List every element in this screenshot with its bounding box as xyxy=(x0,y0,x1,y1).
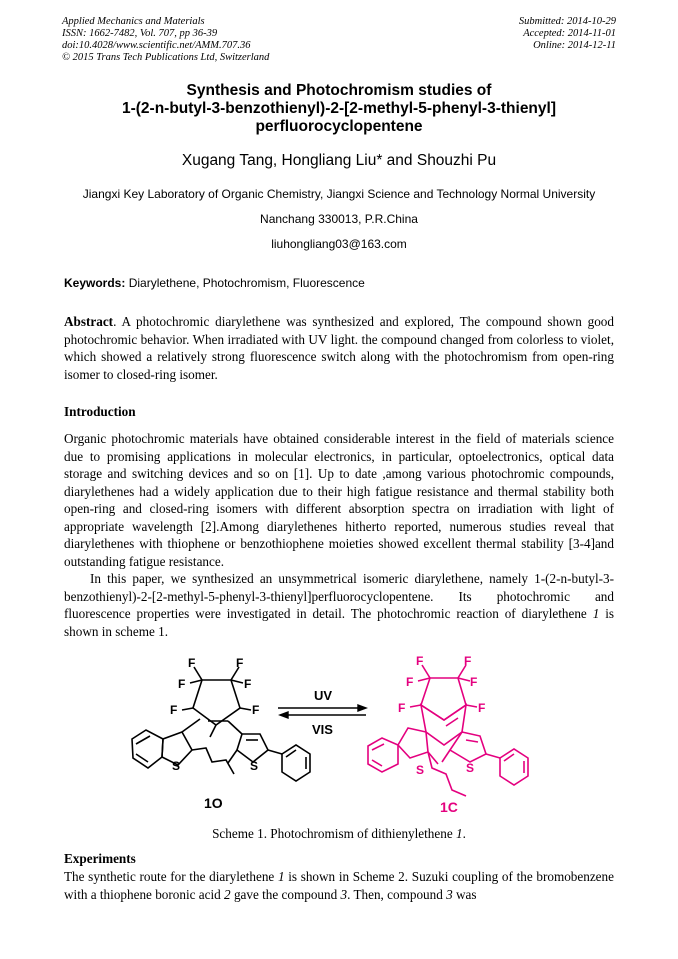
keywords xyxy=(64,276,365,290)
open-ring-atom-labels xyxy=(170,656,259,773)
title-line-2: 1-(2-n-butyl-3-benzothienyl)-2-[2-methyl-5-phenyl-3-thienyl] xyxy=(121,100,556,117)
caption-end: . xyxy=(462,826,466,841)
journal-issn: ISSN: 1662-7482, Vol. 707, pp 36-39 xyxy=(62,28,218,39)
scheme-1-caption xyxy=(0,826,678,842)
abstract-text: . A photochromic diarylethene was synthesized and explored, The compound shown good photochromic behavior. When irradiated with UV light. the compound changed from colorless to violet, which showed a relatively strong fluorescence switch along with the photochromism from open-ring isomer to closed-ring isomer. xyxy=(64,314,614,382)
abstract xyxy=(64,313,614,383)
closed-ring-molecule xyxy=(368,665,528,796)
date-submitted: Submitted: 2014-10-29 xyxy=(518,16,616,27)
experiments-paragraph xyxy=(64,868,614,903)
date-accepted: Accepted: 2014-11-01 xyxy=(523,28,616,39)
publication-dates xyxy=(519,16,616,52)
experiments-heading: Experiments xyxy=(64,851,136,866)
fluorine-label: F xyxy=(470,675,478,689)
sulfur-label: S xyxy=(416,763,425,777)
keywords-label: Keywords: xyxy=(64,276,126,290)
authors: Xugang Tang, Hongliang Liu* and Shouzhi Pu xyxy=(181,152,497,169)
introduction-heading: Introduction xyxy=(64,404,136,419)
exp-text: is shown in Scheme 2. Suzuki coupling of the bromobenzene with a thiophene boronic acid xyxy=(64,869,614,902)
exp-text: The synthetic route for the diarylethene xyxy=(64,869,278,884)
fluorine-label: F xyxy=(406,675,414,689)
title-line-1: Synthesis and Photochromism studies of xyxy=(186,82,492,99)
journal-doi: doi:10.4028/www.scientific.net/AMM.707.36 xyxy=(62,40,251,51)
closed-ring-atom-labels xyxy=(398,654,485,777)
uv-label: UV xyxy=(314,688,333,703)
exp-compound: 3 xyxy=(446,886,453,902)
exp-text: was xyxy=(452,886,477,902)
closed-isomer-label: 1C xyxy=(440,799,458,815)
exp-compound: 1 xyxy=(277,869,285,884)
exp-text: . Then, compound xyxy=(347,886,447,902)
p2-text-a: In this paper, we synthesized an unsymmetrical isomeric diarylethene, namely 1-(2-n-butyl-3-benzothienyl)-2-[2-methyl-5-phenyl-3-thienyl]perfluorocyclopentene. Its photochromic and fluorescence properties were investigated in detail. The photochromic reaction of diarylethene xyxy=(64,571,614,621)
caption-compound: 1 xyxy=(456,826,463,841)
fluorine-label: F xyxy=(244,677,252,691)
paper-title xyxy=(60,82,618,136)
scheme-1-figure xyxy=(120,650,560,820)
open-isomer-label: 1O xyxy=(204,795,223,811)
abstract-label: Abstract xyxy=(64,314,114,329)
caption-text: Scheme 1. Photochromism of dithienylethene xyxy=(212,826,457,841)
date-online: Online: 2014-12-11 xyxy=(533,40,616,51)
exp-compound: 2 xyxy=(224,886,231,902)
fluorine-label: F xyxy=(170,703,178,717)
fluorine-label: F xyxy=(178,677,186,691)
title-line-3: perfluorocyclopentene xyxy=(255,118,423,135)
sulfur-label: S xyxy=(250,759,259,773)
reaction-arrows xyxy=(278,705,366,718)
fluorine-label: F xyxy=(416,654,424,668)
p2-text-b: is shown in scheme 1. xyxy=(64,606,615,639)
journal-name: Applied Mechanics and Materials xyxy=(62,16,205,27)
affiliation-line-1: Jiangxi Key Laboratory of Organic Chemistry, Jiangxi Science and Technology Normal University xyxy=(82,187,596,201)
author-email: liuhongliang03@163.com xyxy=(271,237,407,251)
p2-compound: 1 xyxy=(592,606,600,621)
fluorine-label: F xyxy=(478,701,486,715)
affiliation-line-2: Nanchang 330013, P.R.China xyxy=(260,212,418,226)
fluorine-label: F xyxy=(464,654,472,668)
sulfur-label: S xyxy=(466,761,475,775)
keywords-text: Diarylethene, Photochromism, Fluorescence xyxy=(128,276,365,290)
introduction-paragraph-2 xyxy=(64,570,614,640)
fluorine-label: F xyxy=(188,656,196,670)
journal-info xyxy=(62,16,269,64)
fluorine-label: F xyxy=(398,701,406,715)
open-ring-molecule xyxy=(132,667,310,781)
introduction-paragraph-1: Organic photochromic materials have obtained considerable interest in the field of materials science due to promising applications in molecular electronics, in particular, optoelectronics, optical data storage and switching devices and so on [1]. Up to date ,among various photochromic compounds, diarylethenes had a widely application due to their high fatigue resistance and thermal stability both open-ring and closed-ring isomers with different absorption spectra on irradiation with light of appropriate wavelength [2].Among diarylethenes hitherto reported, numerous studies reveal that diarylethenes with thiophene or benzothiophene moieties showed excellent thermal stability [3-4]and outstanding fatigue resistance. xyxy=(64,431,614,569)
journal-copyright: © 2015 Trans Tech Publications Ltd, Switzerland xyxy=(62,52,270,63)
exp-text: gave the compound xyxy=(230,886,341,902)
vis-label: VIS xyxy=(312,722,333,737)
fluorine-label: F xyxy=(236,656,244,670)
exp-compound: 3 xyxy=(340,886,348,902)
sulfur-label: S xyxy=(172,759,181,773)
fluorine-label: F xyxy=(252,703,260,717)
